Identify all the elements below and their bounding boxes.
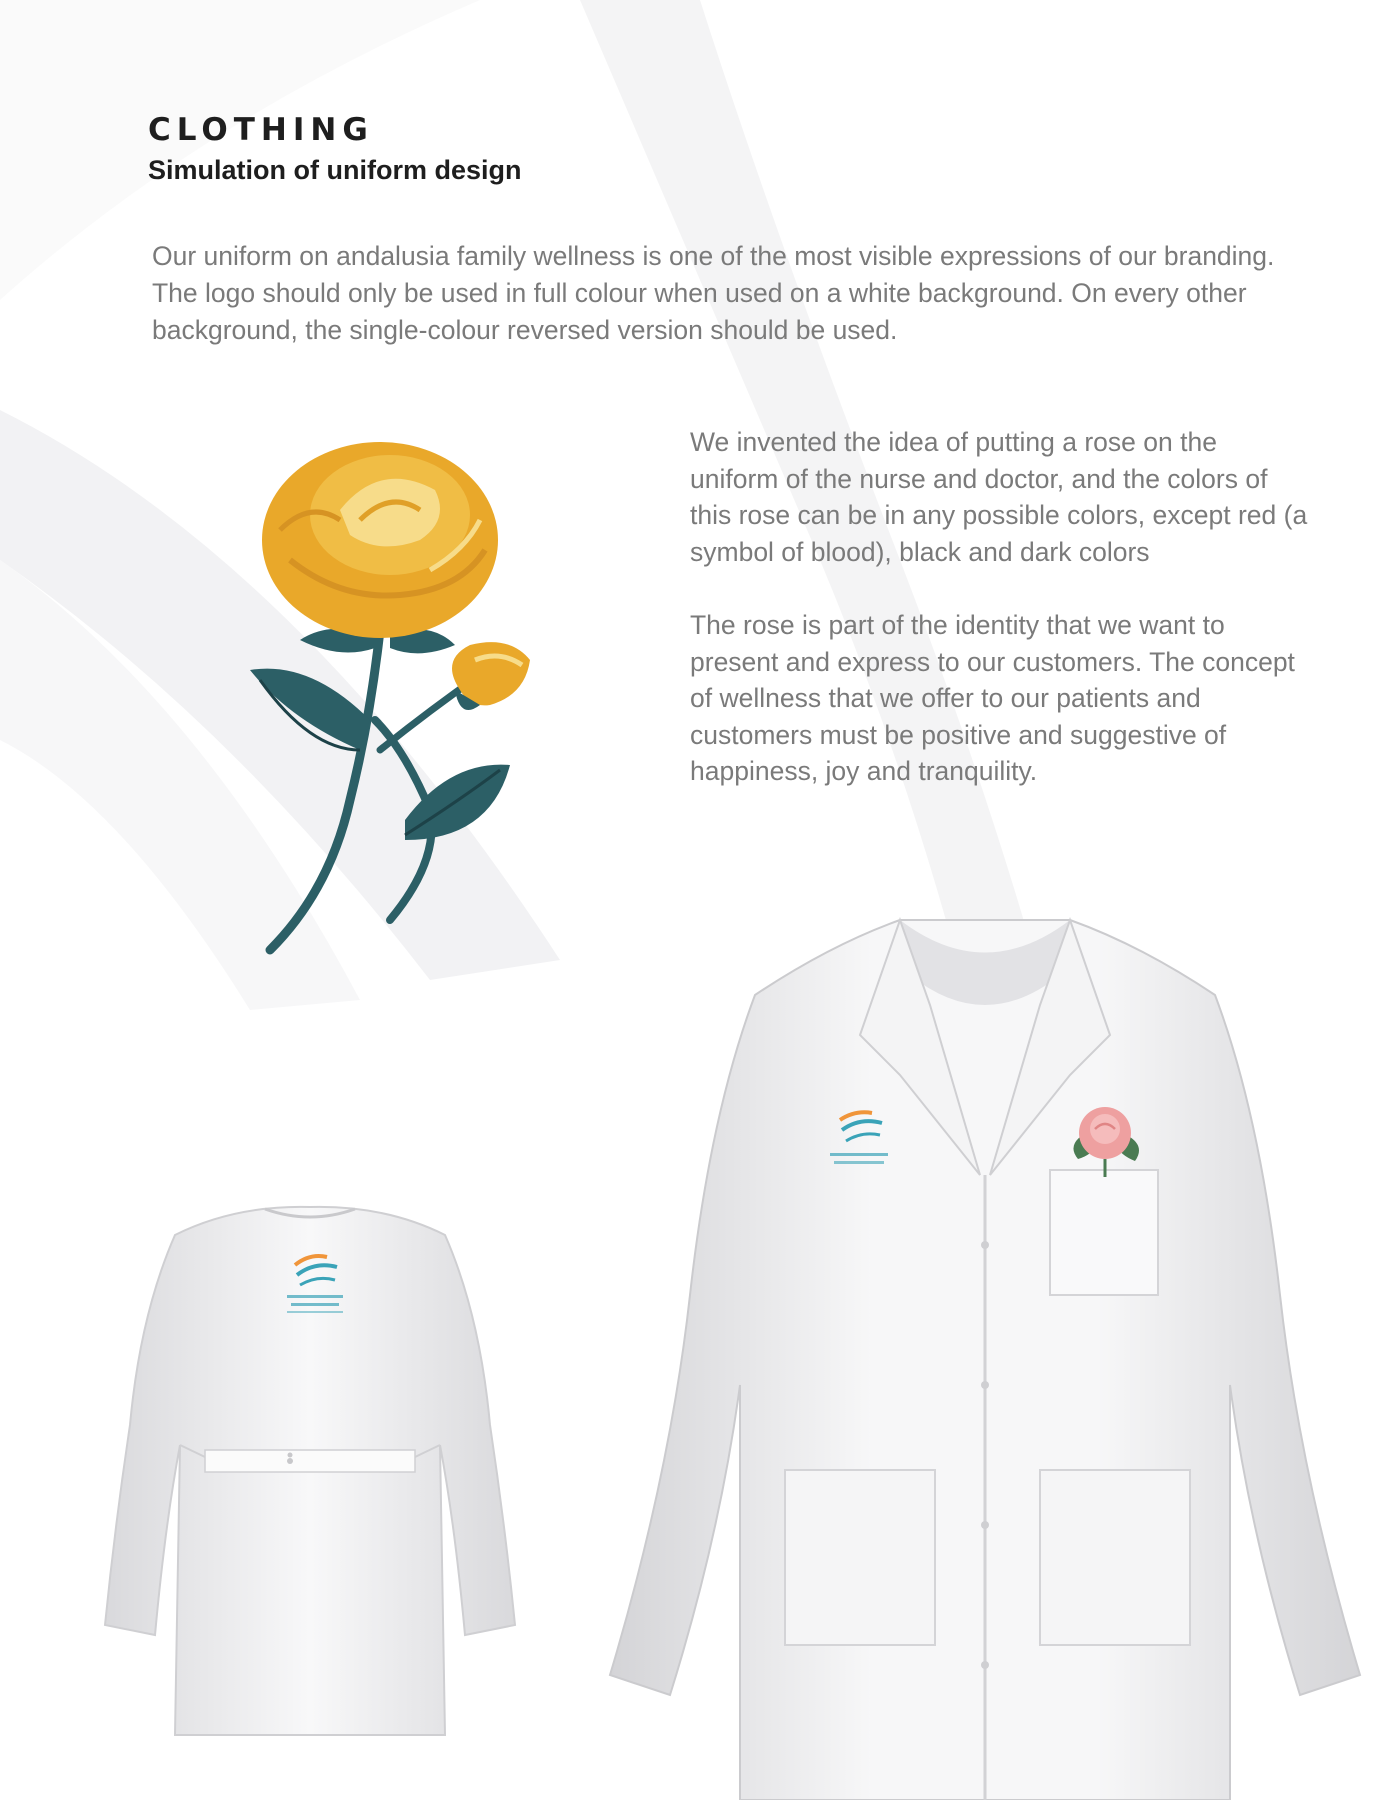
- lab-coat-front-view: [600, 915, 1370, 1800]
- lab-coat-back-view: [95, 1195, 525, 1745]
- page-title: CLOTHING: [148, 112, 374, 148]
- rose-concept-paragraph: We invented the idea of putting a rose on the uniform of the nurse and doctor, and the colors of this rose can be in any possible colors, except red (a symbol of blood), black and dark colors: [690, 427, 1308, 567]
- identity-paragraph: The rose is part of the identity that we want to present and express to our customers. The concept of wellness that we offer to our patients and customers must be positive and suggestive of happiness, joy and tranquility.: [690, 609, 1295, 787]
- intro-paragraph: Our uniform on andalusia family wellness is one of the most visible expressions of our branding. The logo should only be used in full colour when used on a white background. On every other background, the single-colour reversed version should be used.: [152, 241, 1275, 345]
- rose-description: [690, 424, 1310, 790]
- embroidered-rose-illustration: [230, 420, 550, 960]
- page-subtitle: Simulation of uniform design: [148, 155, 522, 185]
